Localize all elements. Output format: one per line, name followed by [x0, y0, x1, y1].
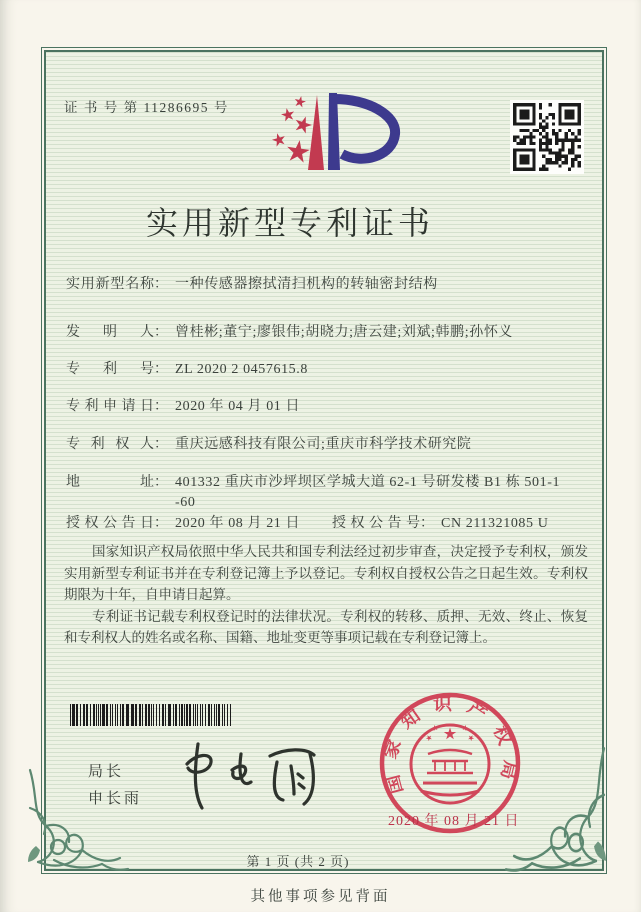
field-label: 专利权人 [66, 437, 154, 452]
back-side-note: 其他事项参见背面 [250, 889, 391, 905]
field-label: 地址 [66, 475, 154, 490]
field-colon: ： [154, 475, 168, 490]
floral-corner-ornament-left-icon [22, 768, 143, 876]
field-colon: ： [420, 516, 434, 531]
field-value: 一种传感器擦拭清扫机构的转轴密封结构 [175, 277, 438, 292]
field-value: 2020 年 08 月 21 日 [175, 516, 301, 531]
field-label: 专利号 [66, 362, 154, 377]
barcode-icon [70, 704, 234, 726]
field-row-address [66, 473, 560, 513]
field-label: 实用新型名称 [66, 277, 154, 292]
field-colon: ： [154, 399, 168, 414]
field-row-patentee [66, 435, 472, 455]
seal-date: 2020 年 08 月 21 日 [388, 814, 520, 829]
qr-code-icon [510, 100, 584, 174]
field-value: ZL 2020 2 0457615.8 [175, 362, 308, 377]
field-row-grant-number [332, 514, 548, 534]
field-value: 曾桂彬;董宁;廖银伟;胡晓力;唐云建;刘斌;韩鹏;孙怀义 [175, 325, 514, 340]
field-label: 授权公告日 [66, 516, 154, 531]
field-label: 专利申请日 [66, 399, 154, 414]
address-line-2: -60 [175, 495, 196, 510]
seal-agency-text: 国家知识产权局 [380, 694, 520, 796]
certificate-title: 实用新型专利证书 [146, 205, 435, 241]
field-row-utility-model-name [66, 275, 438, 295]
cnipa-p-logo-icon [262, 90, 402, 190]
field-row-grant-date [66, 514, 300, 534]
field-value [175, 473, 560, 513]
national-emblem-icon [411, 724, 489, 803]
legal-text-block [64, 541, 588, 649]
field-colon: ： [154, 325, 168, 340]
legal-paragraph-1: 国家知识产权局依照中华人民共和国专利法经过初步审查，决定授予专利权，颁发实用新型专利证书并在专利登记簿上予以登记。专利权自授权公告之日起生效。专利权期限为十年，自申请日起算。 [64, 544, 588, 602]
field-colon: ： [154, 277, 168, 292]
certificate-number: 证 书 号 第 11286695 号 [64, 100, 229, 115]
field-row-inventors [66, 323, 513, 343]
field-value: 2020 年 04 月 01 日 [175, 399, 301, 414]
handwritten-signature-icon [168, 736, 328, 816]
page-number: 第 1 页 (共 2 页) [246, 854, 350, 869]
field-label: 授权公告号 [332, 516, 420, 531]
field-colon: ： [154, 516, 168, 531]
field-colon: ： [154, 437, 168, 452]
address-line-1: 401332 重庆市沙坪坝区学城大道 62-1 号研发楼 B1 栋 501-1 [175, 475, 561, 490]
floral-corner-ornament-right-icon [494, 746, 612, 878]
signer-name: 申长雨 [88, 791, 143, 807]
legal-paragraph-2: 专利证书记载专利权登记时的法律状况。专利权的转移、质押、无效、终止、恢复和专利权人的姓名或名称、国籍、地址变更等事项记载在专利登记簿上。 [64, 608, 588, 645]
field-label: 发明人 [66, 325, 154, 340]
signer-title: 局长 [88, 764, 125, 780]
field-row-patent-number [66, 360, 308, 380]
field-colon: ： [154, 362, 168, 377]
field-value: 重庆远感科技有限公司;重庆市科学技术研究院 [175, 437, 472, 452]
field-value: CN 211321085 U [441, 516, 549, 531]
field-row-application-date [66, 397, 300, 417]
